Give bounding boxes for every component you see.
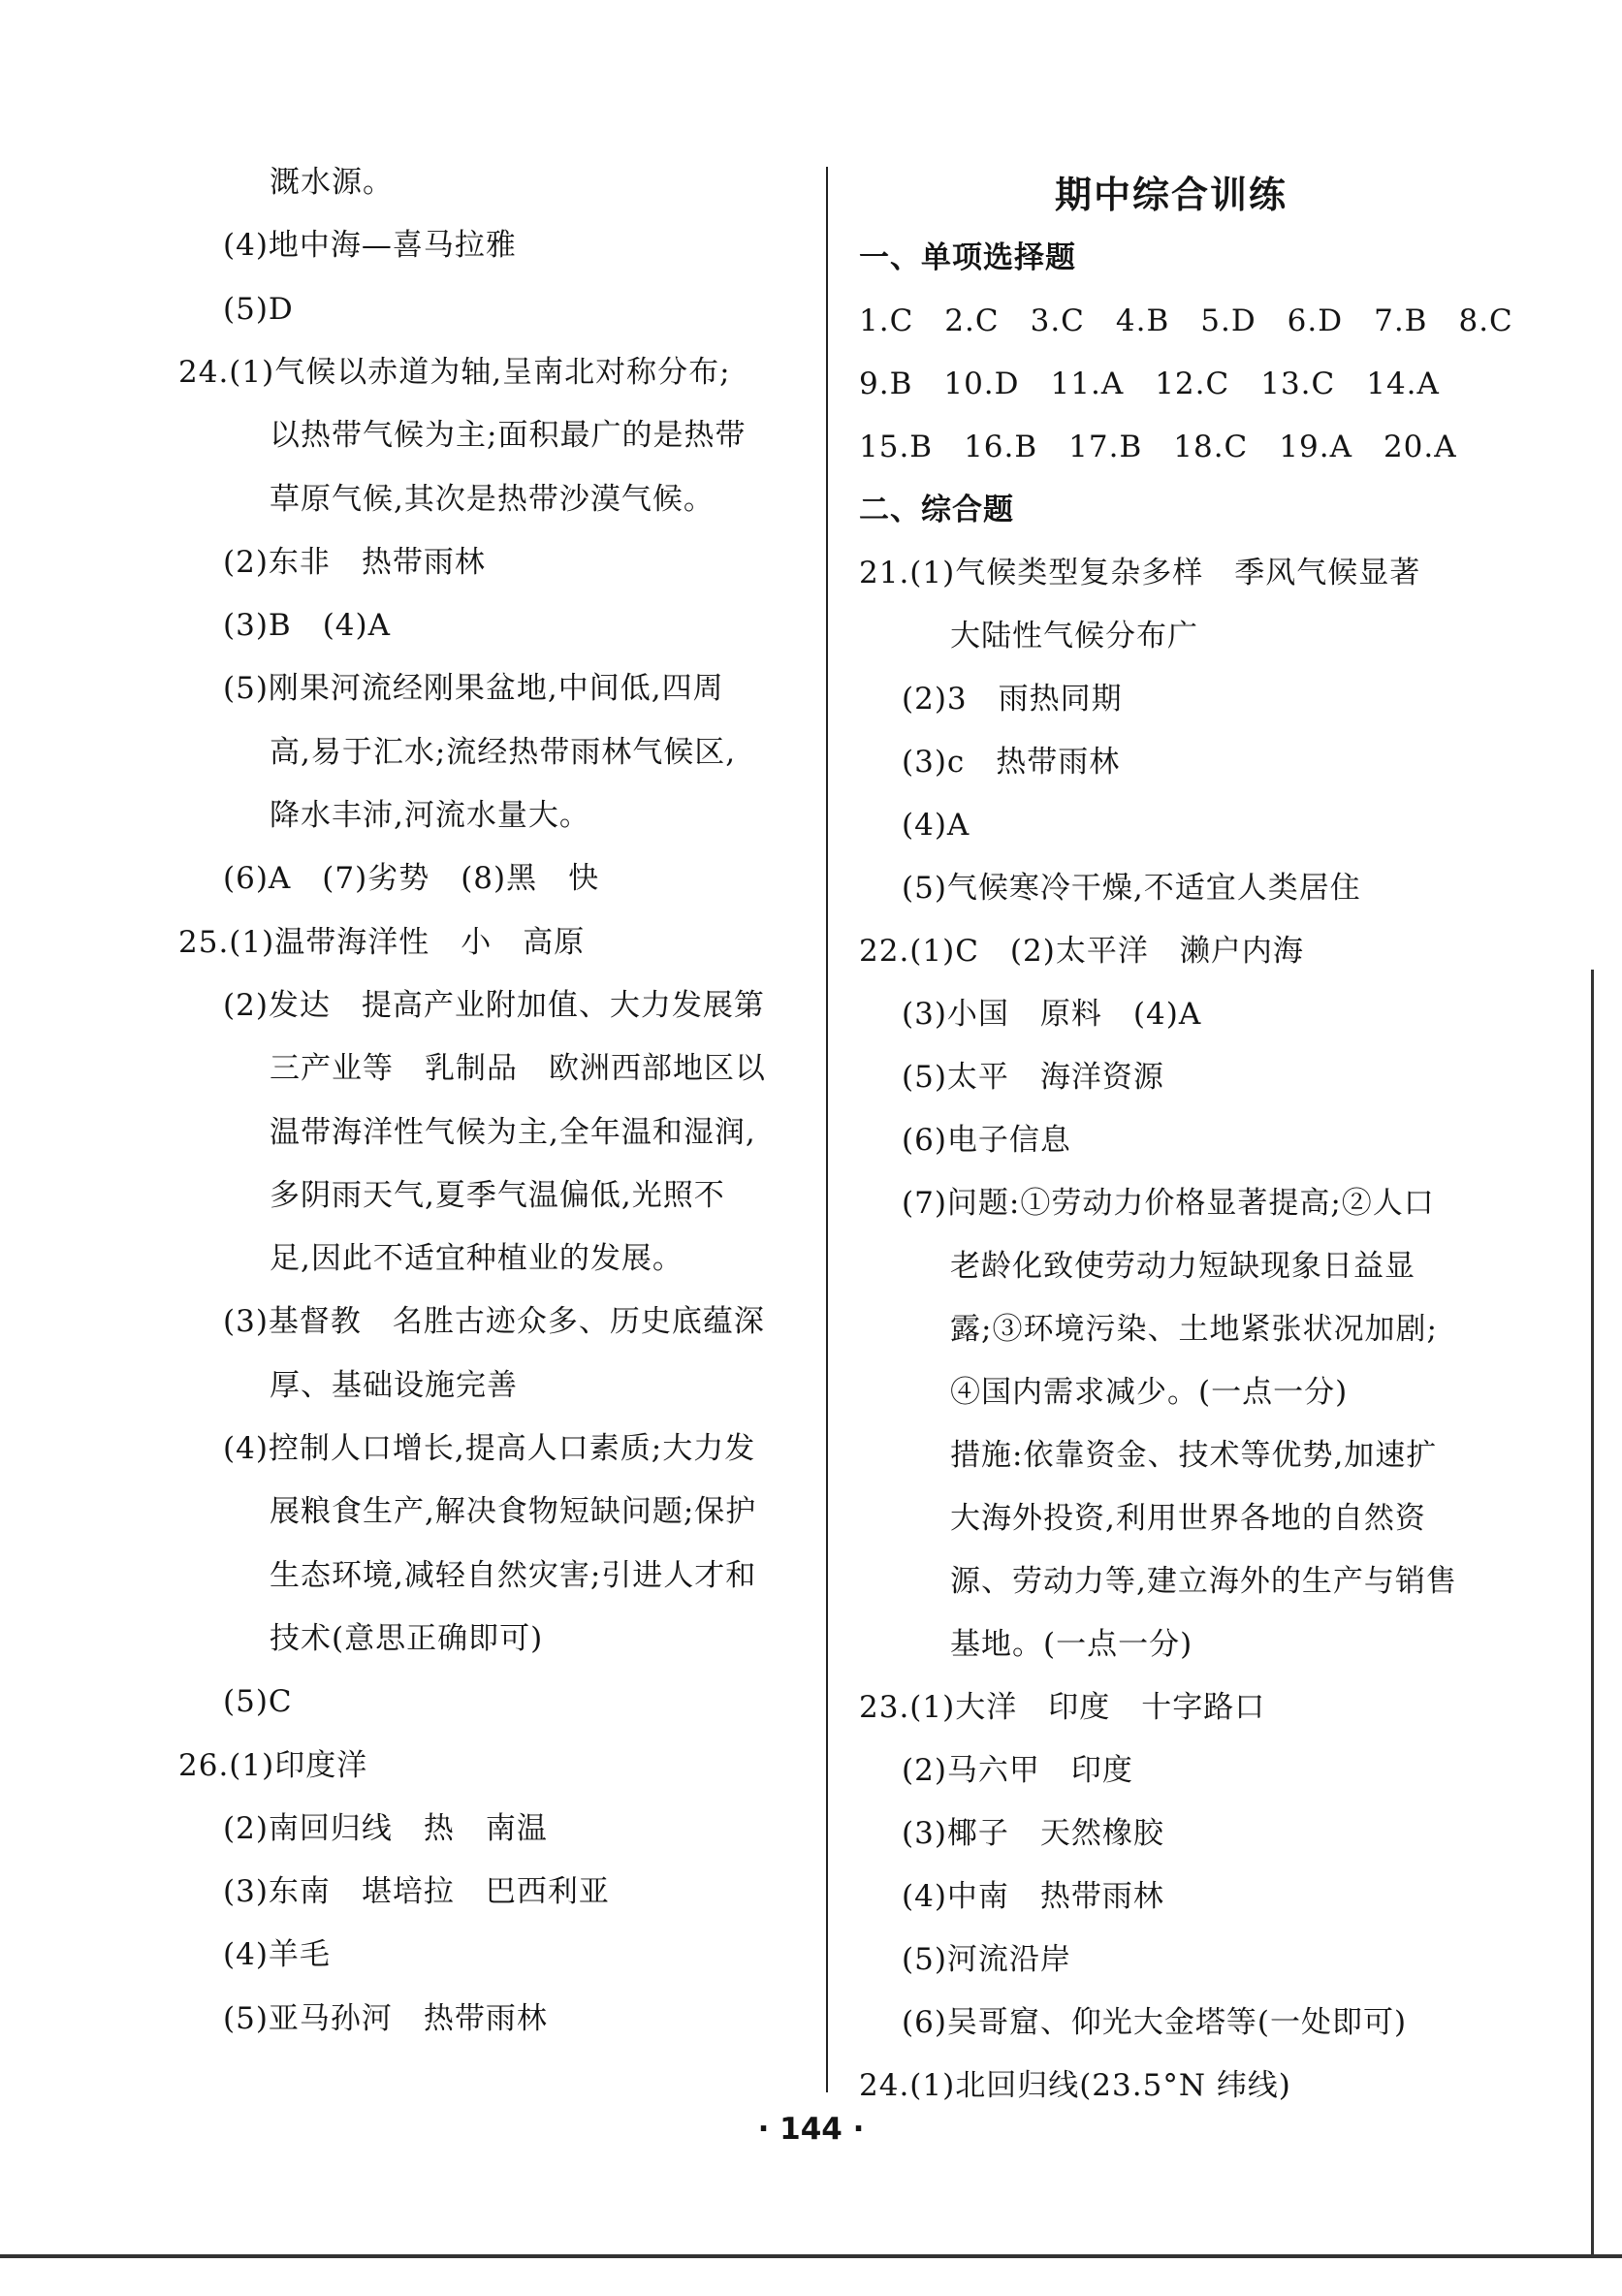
answer-line: (2)南回归线 热 南温 xyxy=(223,1810,548,1846)
answer-line: (4)A xyxy=(902,808,970,843)
answer-line: (2)发达 提高产业附加值、大力发展第 xyxy=(223,987,765,1023)
answer-line: (5)C xyxy=(223,1684,293,1720)
answer-line: 9.B 10.D 11.A 12.C 13.C 14.A xyxy=(859,367,1440,401)
answer-line: (3)小国 原料 (4)A xyxy=(902,997,1202,1032)
answer-line: (6)A (7)劣势 (8)黑 快 xyxy=(223,861,600,897)
section-heading: 一、单项选择题 xyxy=(859,240,1076,275)
answer-line: 展粮食生产,解决食物短缺问题;保护 xyxy=(270,1494,757,1530)
scan-edge-right xyxy=(1591,970,1594,2254)
answer-line: (2)马六甲 印度 xyxy=(902,1753,1133,1788)
answer-line: 24.(1)北回归线(23.5°N 纬线) xyxy=(859,2068,1291,2103)
answer-line: 三产业等 乳制品 欧洲西部地区以 xyxy=(270,1051,766,1087)
answer-line: 21.(1)气候类型复杂多样 季风气候显著 xyxy=(859,556,1421,590)
answer-line: 大陆性气候分布广 xyxy=(950,619,1198,654)
answer-line: 老龄化致使劳动力短缺现象日益显 xyxy=(950,1249,1415,1284)
answer-line: 15.B 16.B 17.B 18.C 19.A 20.A xyxy=(859,430,1457,464)
answer-line: (4)地中海—喜马拉雅 xyxy=(223,228,517,264)
answer-line: 23.(1)大洋 印度 十字路口 xyxy=(859,1690,1266,1725)
answer-line: 24.(1)气候以赤道为轴,呈南北对称分布; xyxy=(178,354,731,390)
answer-line: 措施:依靠资金、技术等优势,加速扩 xyxy=(950,1438,1438,1473)
answer-line: 露;③环境污染、土地紧张状况加剧; xyxy=(950,1312,1438,1347)
answer-line: (6)电子信息 xyxy=(902,1123,1071,1158)
answer-line: 草原气候,其次是热带沙漠气候。 xyxy=(270,481,715,517)
column-divider xyxy=(826,167,828,2092)
answer-line: 源、劳动力等,建立海外的生产与销售 xyxy=(950,1564,1457,1599)
answer-line: (4)中南 热带雨林 xyxy=(902,1879,1164,1914)
page-number: · 144 · xyxy=(757,2112,865,2147)
answer-line: 以热带气候为主;面积最广的是热带 xyxy=(270,418,747,454)
answer-line: 足,因此不适宜种植业的发展。 xyxy=(270,1241,684,1277)
answer-line: (7)问题:①劳动力价格显著提高;②人口 xyxy=(902,1186,1435,1221)
answer-line: 多阴雨天气,夏季气温偏低,光照不 xyxy=(270,1177,725,1213)
answer-line: (5)河流沿岸 xyxy=(902,1942,1071,1977)
answer-line: (3)c 热带雨林 xyxy=(902,745,1121,780)
answer-line: (5)亚马孙河 热带雨林 xyxy=(223,2000,548,2036)
answer-line: (3)椰子 天然橡胶 xyxy=(902,1816,1164,1851)
answer-line: ④国内需求减少。(一点一分) xyxy=(950,1375,1349,1410)
answer-line: 温带海洋性气候为主,全年温和湿润, xyxy=(270,1114,756,1150)
section-title: 期中综合训练 xyxy=(1055,174,1288,216)
answer-line: 25.(1)温带海洋性 小 高原 xyxy=(178,924,586,960)
scan-edge-bottom xyxy=(0,2254,1622,2258)
answer-line: (5)太平 海洋资源 xyxy=(902,1060,1164,1095)
answer-line: (4)控制人口增长,提高人口素质;大力发 xyxy=(223,1431,756,1466)
answer-line: 厚、基础设施完善 xyxy=(270,1367,518,1403)
answer-line: 基地。(一点一分) xyxy=(950,1627,1193,1662)
answer-line: (3)基督教 名胜古迹众多、历史底蕴深 xyxy=(223,1304,765,1340)
answer-line: (4)羊毛 xyxy=(223,1937,331,1973)
answer-line: 技术(意思正确即可) xyxy=(270,1620,544,1656)
answer-line: (5)D xyxy=(223,291,294,327)
answer-line: 生态环境,减轻自然灾害;引进人才和 xyxy=(270,1557,757,1593)
answer-line: 22.(1)C (2)太平洋 濑户内海 xyxy=(859,934,1304,969)
answer-line: (5)气候寒冷干燥,不适宜人类居住 xyxy=(902,871,1361,906)
answer-line: 大海外投资,利用世界各地的自然资 xyxy=(950,1501,1426,1536)
section-heading: 二、综合题 xyxy=(859,493,1014,527)
answer-line: (3)B (4)A xyxy=(223,608,391,644)
answer-line: 1.C 2.C 3.C 4.B 5.D 6.D 7.B 8.C xyxy=(859,303,1513,338)
answer-line: (6)吴哥窟、仰光大金塔等(一处即可) xyxy=(902,2005,1408,2040)
answer-line: (5)刚果河流经刚果盆地,中间低,四周 xyxy=(223,671,724,707)
answer-line: 高,易于汇水;流经热带雨林气候区, xyxy=(270,734,737,770)
answer-line: (2)3 雨热同期 xyxy=(902,682,1123,717)
answer-line: 26.(1)印度洋 xyxy=(178,1747,368,1783)
answer-line: (2)东非 热带雨林 xyxy=(223,544,486,580)
answer-line: (3)东南 堪培拉 巴西利亚 xyxy=(223,1874,610,1910)
answer-line: 降水丰沛,河流水量大。 xyxy=(270,798,590,833)
answer-line: 溉水源。 xyxy=(270,165,394,200)
